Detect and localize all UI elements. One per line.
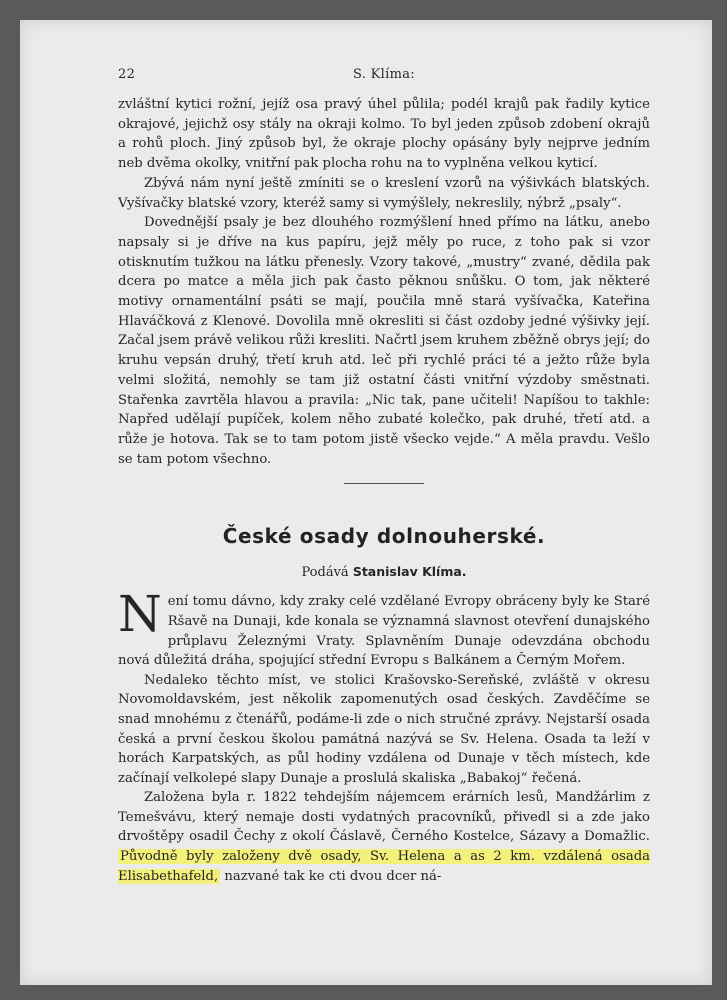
highlighted-passage: Původně byly založeny dvě osady, Sv. Helena a as 2 km. vzdálená osada Elisabethafeld, (118, 849, 650, 884)
first-paragraph (118, 585, 650, 670)
paragraph: zvláštní kytici rožní, jejíž osa pravý úhel půlila; podél krajů pak řadily kytice okrajové, jejichž osy stály na okraji kolmo. To byl jeden způsob zdobení okrajů a rohů ploch. Jiný způsob byl, že okraje plochy opásány byly nejprve jedním neb dvěma okolky, vnitřní pak plocha rohu na to vyplněna velkou kyticí. (118, 97, 650, 172)
section-divider (344, 483, 424, 484)
byline (118, 564, 650, 580)
paragraph: Dovednější psaly je bez dlouhého rozmýšlení hned přímo na látku, anebo napsaly si je dříve na kus papíru, jejž měly po ruce, z toho pak si vzor otisknutím tužkou na látku přenesly. Vzory takové, „mustry“ zvané, dědila pak dcera po matce a měla jich pak často pěknou snůšku. O tom, jak některé motivy ornamentální psáti se mají, poučila mně stará vyšívačka, Kateřina Hlaváčková z Klenové. Dovolila mně okresliti si část ozdoby jedné výšivky její. Začal jsem právě velikou růži kresliti. Načrtl jsem kruhem zběžně obrys její; do kruhu vepsán druhý, třetí kruh atd. leč při rychlé práci té a ježto růže byla velmi složitá, nemohly se tam již ostatní části vnitřní výzdoby směstnati. Stařenka zavrtěla hlavou a pravila: „Nic tak, pane učiteli! Napíšou to takhle: Napřed udělají pupíček, kolem něho zubaté kolečko, pak druhé, třetí atd. a růže je hotova. Tak se to tam potom jistě všecko vejde.“ A měla pravdu. Vešlo se tam potom všechno. (118, 215, 650, 467)
running-header (118, 67, 650, 89)
paragraph-highlighted (118, 788, 650, 886)
drop-cap: N (118, 585, 162, 644)
page-number: 22 (118, 67, 136, 82)
scanned-page (20, 20, 712, 985)
running-title: S. Klíma: (353, 67, 415, 82)
byline-author: Stanislav Klíma. (352, 564, 467, 580)
article-body (118, 585, 650, 886)
previous-article-text (118, 95, 650, 469)
paragraph: Zbývá nám nyní ještě zmíniti se o kreslení vzorů na výšivkách blatských. Vyšívačky blatské vzory, kteréž samy si vymýšlely, nekreslily, nýbrž „psaly“. (118, 175, 650, 211)
page-content (118, 67, 650, 886)
byline-prefix: Podává (301, 565, 349, 581)
article-title: České osady dolnouherské. (222, 524, 546, 549)
paragraph-text: nazvané tak ke cti dvou dcer ná- (224, 868, 442, 884)
paragraph-text: Založena byla r. 1822 tehdejším nájemcem erárních lesů, Mandžárlim z Temešvávu, který nemaje dosti vydatných pracovníků, přivedl si a zde jako drvoštěpy osadil Čechy z okolí Čáslavě, Černého Kostelce, Sázavy a Domažlic. (118, 790, 650, 845)
first-paragraph-text: ení tomu dávno, kdy zraky celé vzdělané Evropy obráceny byly ke Staré Ršavě na Dunaji, kde konala se významná slavnost otevření dunajského průplavu Železnými Vraty. Splavněním Dunaje odevzdána obchodu nová důležitá dráha, spojující střední Evropu s Balkánem a Černým Mořem. (118, 594, 650, 669)
paragraph: Nedaleko těchto míst, ve stolici Krašovsko-Sereňské, zvláště v okresu Novomoldavském, jest několik zapomenutých osad českých. Zavděčíme se snad mnohému z čtenářů, podáme-li zde o nich stručné zprávy. Nejstarší osada česká a první českou školou památná nazývá se Sv. Helena. Osada ta leží v horách Karpatských, as půl hodiny vzdálena od Dunaje v těch místech, kde začínají velkolepé slapy Dunaje a proslulá skaliska „Babakoj“ řečená. (118, 672, 650, 786)
